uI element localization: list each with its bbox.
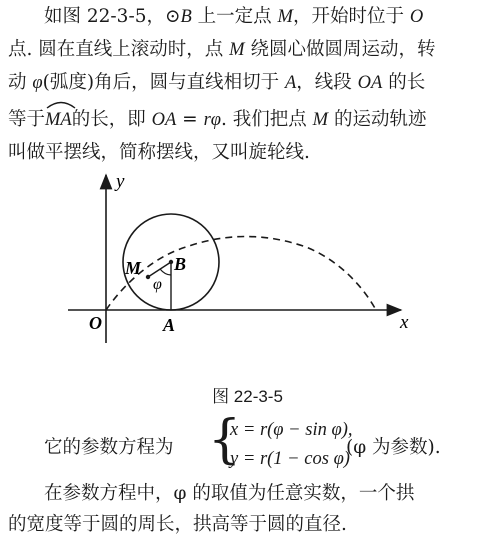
brace-symbol: { (208, 410, 242, 470)
text-line-6: 在参数方程中，φ 的取值为任意实数，一个拱 (44, 483, 415, 504)
equation-y: y = r(1 − cos φ) (230, 449, 350, 469)
point-b (169, 260, 173, 264)
figure-caption: 图 22-3-5 (212, 387, 283, 406)
arc-mark (45, 99, 77, 109)
text-line-7: 的宽度等于圆的周长，拱高等于圆的直径. (8, 514, 347, 535)
equation-x: x = r(φ − sin φ), (230, 420, 353, 440)
text-line-3: 动 φ(弧度)角后，圆与直线相切于 A，线段 OA 的长 (8, 72, 426, 93)
label-o: O (89, 313, 102, 333)
label-m: M (125, 258, 142, 278)
text-line-2: 点. 圆在直线上滚动时，点 M 绕圆心做圆周运动，转 (8, 39, 436, 60)
text-line-4: 等于 MA的长，即 OA = rφ. 我们把点 M 的运动轨迹 (8, 107, 488, 133)
param-lead-text: 它的参数方程为 (44, 437, 174, 458)
param-tail-text: (φ 为参数). (346, 437, 441, 458)
label-b: B (174, 254, 187, 274)
label-y: y (116, 171, 125, 192)
text-line-5: 叫做平摆线，简称摆线，又叫旋轮线. (8, 142, 310, 163)
cycloid-curve (106, 237, 376, 311)
parametric-equation (44, 410, 494, 478)
label-a: A (163, 315, 176, 335)
angle-arc (160, 269, 171, 275)
text-line-1: 如图 22-3-5，⊙B 上一定点 M，开始时位于 O (44, 6, 424, 27)
label-phi: φ (153, 276, 162, 293)
arc-ma: MA (45, 107, 72, 133)
cycloid-figure (56, 171, 426, 351)
point-m (146, 275, 150, 279)
label-x: x (400, 312, 409, 333)
